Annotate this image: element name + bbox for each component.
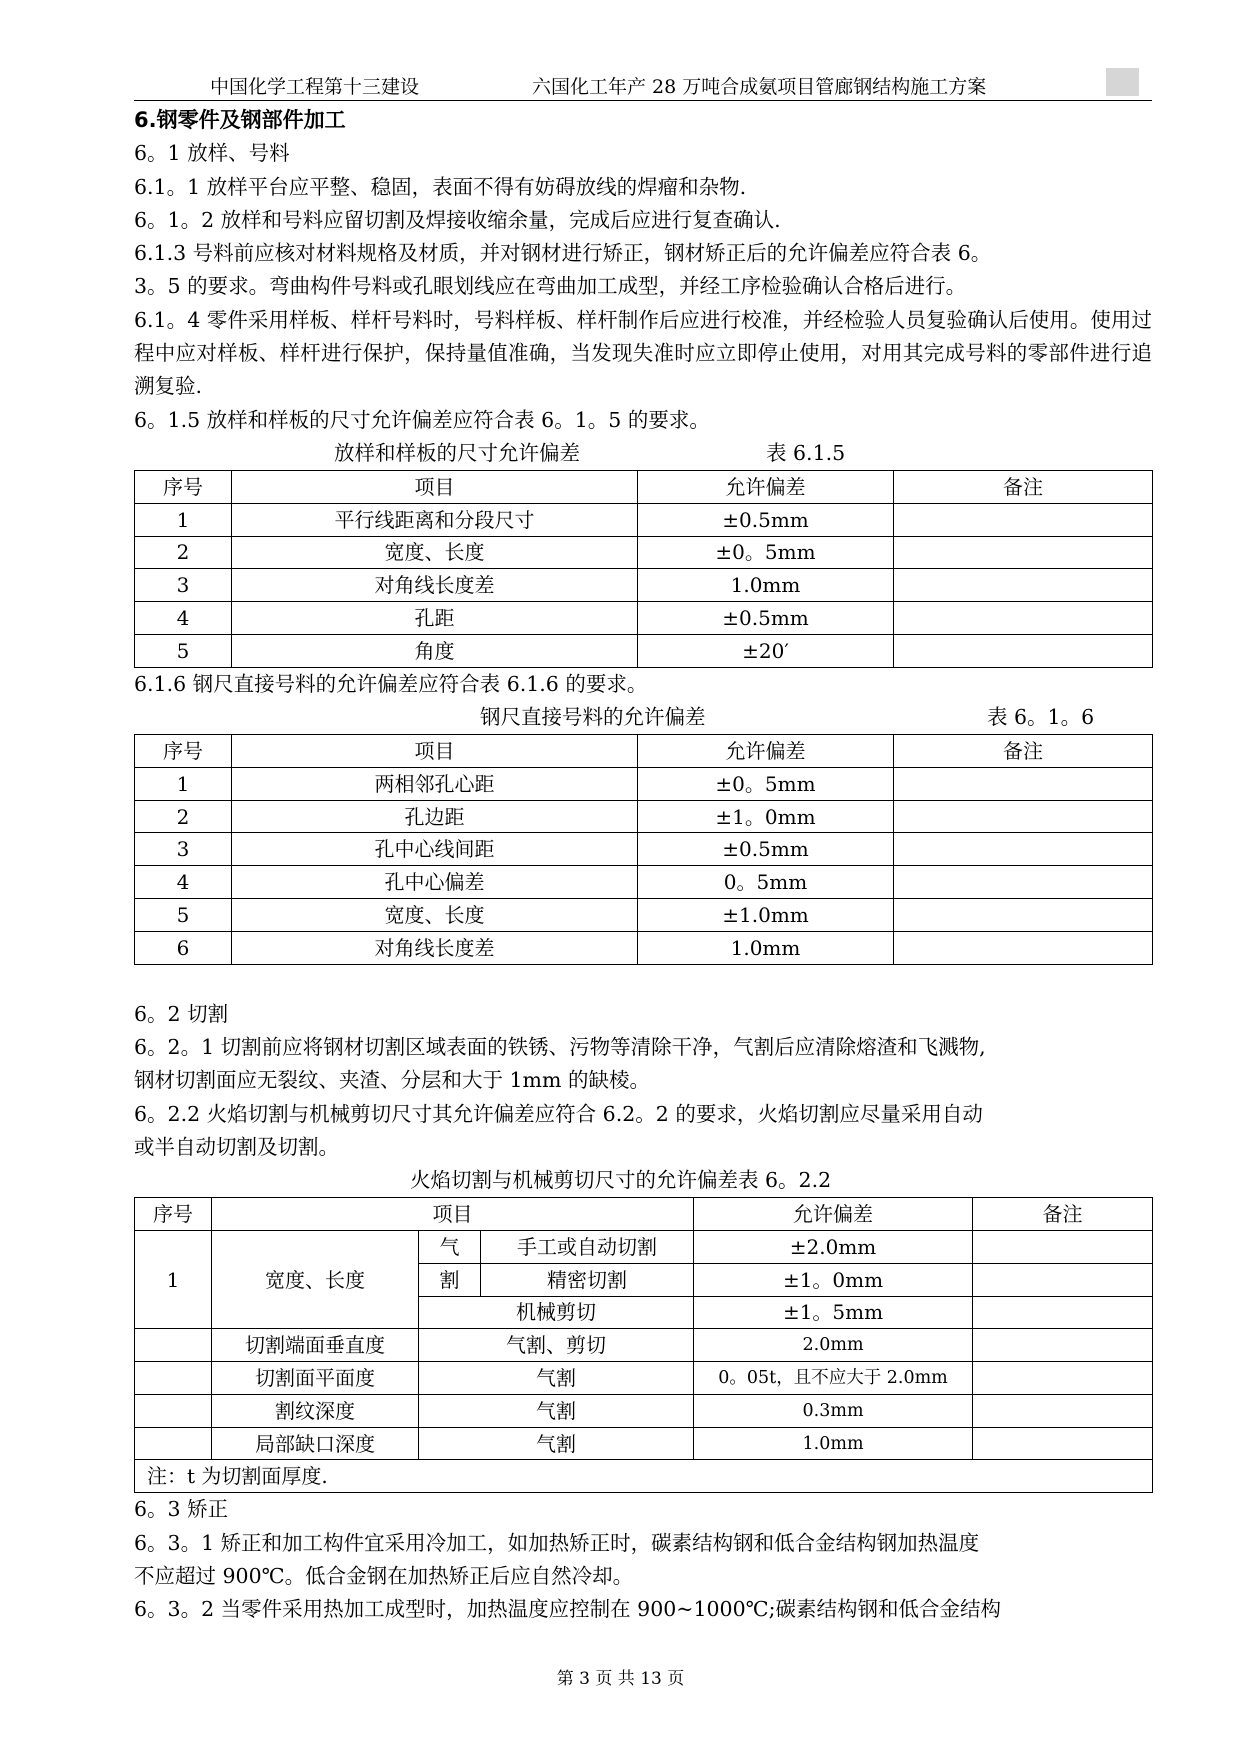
cell-item: 对角线长度差 <box>232 931 638 964</box>
cell-method: 气割、剪切 <box>419 1329 694 1362</box>
table-row <box>135 634 1153 667</box>
table-row <box>135 767 1153 800</box>
table-note: 注：t 为切割面厚度. <box>135 1460 1153 1493</box>
table-row <box>135 931 1153 964</box>
cell-tolerance: 0。5mm <box>638 866 894 899</box>
cell-note <box>973 1329 1153 1362</box>
cell-item: 孔中心偏差 <box>232 866 638 899</box>
table-row <box>135 1230 1153 1263</box>
cell-no: 2 <box>135 800 232 833</box>
header-project-title: 六国化工年产 28 万吨合成氨项目管廊钢结构施工方案 <box>532 76 987 98</box>
cell-note <box>894 569 1153 602</box>
cell-tolerance: 1.0mm <box>638 569 894 602</box>
paragraph-6-1-3-line1: 6.1.3 号料前应核对材料规格及材质，并对钢材进行矫正，钢材矫正后的允许偏差应符合表 6。 <box>134 241 992 266</box>
cell-tolerance: ±0。5mm <box>638 536 894 569</box>
cell-tolerance: ±0。5mm <box>638 767 894 800</box>
cell-tolerance: ±1.0mm <box>638 899 894 932</box>
table-row <box>135 503 1153 536</box>
page-header <box>134 64 1152 101</box>
cell-tolerance: ±2.0mm <box>694 1230 973 1263</box>
cell-tolerance: ±0.5mm <box>638 602 894 635</box>
cell-no: 1 <box>135 767 232 800</box>
table-row <box>135 1329 1153 1362</box>
cell-no <box>135 1427 212 1460</box>
cell-method: 精密切割 <box>481 1263 694 1296</box>
table-row <box>135 1394 1153 1427</box>
cell-note <box>973 1230 1153 1263</box>
cell-tolerance: ±0.5mm <box>638 833 894 866</box>
cell-tolerance: 0.3mm <box>694 1394 973 1427</box>
table-6-1-5-title: 放样和样板的尺寸允许偏差 <box>334 440 580 465</box>
cell-gas-char: 割 <box>419 1263 481 1296</box>
cell-tolerance: 1.0mm <box>694 1427 973 1460</box>
header-cell: 序号 <box>135 1198 212 1231</box>
cell-no: 1 <box>135 503 232 536</box>
cell-item: 局部缺口深度 <box>212 1427 419 1460</box>
table-6-1-5 <box>134 470 1153 668</box>
header-cell: 备注 <box>973 1198 1153 1231</box>
table-6-1-6 <box>134 734 1153 965</box>
subsection-6-3-title: 6。3 矫正 <box>134 1497 229 1522</box>
header-cell: 序号 <box>135 735 232 768</box>
cell-no: 2 <box>135 536 232 569</box>
cell-no <box>135 1329 212 1362</box>
subsection-6-1-title: 6。1 放样、号料 <box>134 141 290 166</box>
cell-no <box>135 1362 212 1395</box>
cell-note <box>894 866 1153 899</box>
cell-method: 气割 <box>419 1362 694 1395</box>
cell-tolerance: ±1。5mm <box>694 1296 973 1329</box>
cell-item: 宽度、长度 <box>232 536 638 569</box>
table-6-1-6-title: 钢尺直接号料的允许偏差 <box>480 705 706 730</box>
table-row <box>135 569 1153 602</box>
section-title: 6.钢零件及钢部件加工 <box>134 108 346 132</box>
spacer <box>134 965 1152 998</box>
cell-tolerance: 0。05t，且不应大于 2.0mm <box>694 1362 973 1395</box>
header-cell: 项目 <box>212 1198 694 1231</box>
paragraph-6-2-2-line1: 6。2.2 火焰切割与机械剪切尺寸其允许偏差应符合 6.2。2 的要求，火焰切割应尽量采用自动 <box>134 1101 983 1126</box>
cell-tolerance: 2.0mm <box>694 1329 973 1362</box>
cell-no: 6 <box>135 931 232 964</box>
cell-no: 3 <box>135 833 232 866</box>
cell-tolerance: ±1。0mm <box>638 800 894 833</box>
cell-item: 孔边距 <box>232 800 638 833</box>
table-row <box>135 1427 1153 1460</box>
cell-note <box>973 1362 1153 1395</box>
header-gray-box <box>1106 68 1139 96</box>
cell-note <box>894 503 1153 536</box>
page-footer: 第 3 页 共 13 页 <box>556 1669 685 1689</box>
paragraph-6-1-3-line2: 3。5 的要求。弯曲构件号料或孔眼划线应在弯曲加工成型，并经工序检验确认合格后进行。 <box>134 274 967 299</box>
cell-item: 两相邻孔心距 <box>232 767 638 800</box>
cell-note <box>894 767 1153 800</box>
header-cell: 项目 <box>232 470 638 503</box>
paragraph-6-1-6: 6.1.6 钢尺直接号料的允许偏差应符合表 6.1.6 的要求。 <box>134 671 648 696</box>
paragraph-6-1-2: 6。1。2 放样和号料应留切割及焊接收缩余量，完成后应进行复查确认. <box>134 207 781 232</box>
table-6-2-2-caption <box>134 1164 1152 1197</box>
cell-no: 4 <box>135 866 232 899</box>
header-cell: 备注 <box>894 735 1153 768</box>
table-6-1-6-number: 表 6。1。6 <box>987 705 1095 730</box>
cell-item: 平行线距离和分段尺寸 <box>232 503 638 536</box>
cell-note <box>894 833 1153 866</box>
cell-note <box>894 634 1153 667</box>
paragraph-6-2-1-line1: 6。2。1 切割前应将钢材切割区域表面的铁锈、污物等清除干净，气割后应清除熔渣和飞溅物, <box>134 1034 986 1059</box>
cell-note <box>973 1427 1153 1460</box>
table-row <box>135 866 1153 899</box>
cell-no <box>135 1394 212 1427</box>
header-cell: 项目 <box>232 735 638 768</box>
cell-item: 切割面平面度 <box>212 1362 419 1395</box>
table-header-row <box>135 470 1153 503</box>
cell-no: 5 <box>135 634 232 667</box>
cell-item: 孔距 <box>232 602 638 635</box>
table-6-1-6-caption <box>134 701 1152 734</box>
cell-item: 对角线长度差 <box>232 569 638 602</box>
cell-note <box>894 800 1153 833</box>
cell-note <box>973 1263 1153 1296</box>
header-cell: 序号 <box>135 470 232 503</box>
table-header-row <box>135 735 1153 768</box>
cell-note <box>894 899 1153 932</box>
paragraph-6-3-1-line1: 6。3。1 矫正和加工构件宜采用冷加工，如加热矫正时，碳素结构钢和低合金结构钢加热温度 <box>134 1530 980 1555</box>
cell-note <box>973 1394 1153 1427</box>
cell-item: 宽度、长度 <box>232 899 638 932</box>
cell-no: 3 <box>135 569 232 602</box>
paragraph-6-3-1-line2: 不应超过 900℃。低合金钢在加热矫正后应自然冷却。 <box>134 1563 634 1588</box>
table-6-1-5-number: 表 6.1.5 <box>766 440 846 465</box>
cell-tolerance: ±0.5mm <box>638 503 894 536</box>
table-row <box>135 899 1153 932</box>
cell-item: 切割端面垂直度 <box>212 1329 419 1362</box>
table-row <box>135 833 1153 866</box>
cell-tolerance: 1.0mm <box>638 931 894 964</box>
paragraph-6-1-1: 6.1。1 放样平台应平整、稳固，表面不得有妨碍放线的焊瘤和杂物. <box>134 174 747 199</box>
subsection-6-2-title: 6。2 切割 <box>134 1001 229 1026</box>
cell-note <box>894 602 1153 635</box>
cell-gas-char: 气 <box>419 1230 481 1263</box>
cell-no: 1 <box>135 1230 212 1328</box>
cell-method: 气割 <box>419 1427 694 1460</box>
cell-note <box>894 536 1153 569</box>
cell-method: 气割 <box>419 1394 694 1427</box>
paragraph-6-3-2: 6。3。2 当零件采用热加工成型时，加热温度应控制在 900~1000℃;碳素结构钢和低合金结构 <box>134 1597 1001 1622</box>
table-6-2-2 <box>134 1197 1153 1493</box>
header-cell: 备注 <box>894 470 1153 503</box>
table-header-row <box>135 1198 1153 1231</box>
cell-item: 孔中心线间距 <box>232 833 638 866</box>
table-row <box>135 536 1153 569</box>
cell-note <box>894 931 1153 964</box>
cell-method: 机械剪切 <box>419 1296 694 1329</box>
cell-method: 手工或自动切割 <box>481 1230 694 1263</box>
document-body <box>134 104 1152 1626</box>
paragraph-6-1-5: 6。1.5 放样和样板的尺寸允许偏差应符合表 6。1。5 的要求。 <box>134 407 710 432</box>
header-company: 中国化学工程第十三建设 <box>210 76 420 98</box>
paragraph-6-2-1-line2: 钢材切割面应无裂纹、夹渣、分层和大于 1mm 的缺棱。 <box>134 1068 650 1093</box>
table-row <box>135 1362 1153 1395</box>
table-row <box>135 800 1153 833</box>
cell-tolerance: ±1。0mm <box>694 1263 973 1296</box>
cell-no: 5 <box>135 899 232 932</box>
cell-note <box>973 1296 1153 1329</box>
paragraph-6-2-2-line2: 或半自动切割及切割。 <box>134 1134 339 1159</box>
table-6-1-5-caption <box>134 437 1152 470</box>
cell-tolerance: ±20′ <box>638 634 894 667</box>
cell-item: 宽度、长度 <box>212 1230 419 1328</box>
cell-item: 角度 <box>232 634 638 667</box>
header-cell: 允许偏差 <box>638 735 894 768</box>
paragraph-6-1-4: 6.1。4 零件采用样板、样杆号料时，号料样板、样杆制作后应进行校准，并经检验人员复验确认后使用。使用过程中应对样板、样杆进行保护，保持量值准确，当发现失准时应立即停止使用，对用其完成号料的零部件进行追溯复验. <box>134 307 1152 399</box>
table-row <box>135 602 1153 635</box>
table-6-2-2-title: 火焰切割与机械剪切尺寸的允许偏差表 6。2.2 <box>410 1168 832 1193</box>
table-note-row <box>135 1460 1153 1493</box>
header-cell: 允许偏差 <box>638 470 894 503</box>
header-cell: 允许偏差 <box>694 1198 973 1231</box>
cell-no: 4 <box>135 602 232 635</box>
cell-item: 割纹深度 <box>212 1394 419 1427</box>
